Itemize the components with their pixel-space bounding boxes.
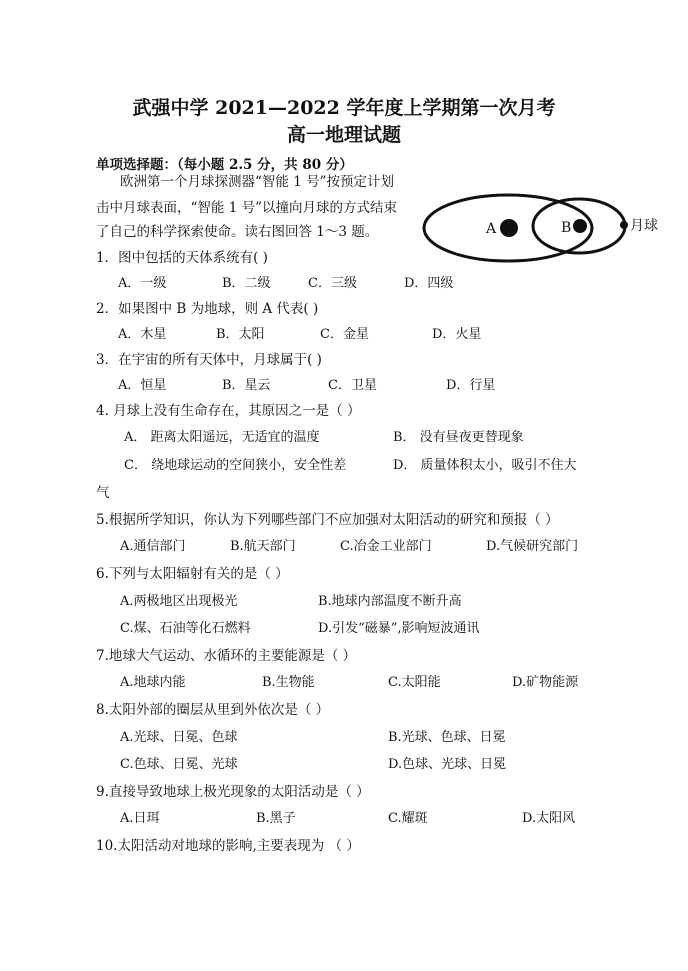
option: C.色球、日冕、光球 [120, 757, 238, 772]
question-stem: 2．如果图中 B 为地球，则 A 代表( ) [96, 301, 319, 317]
question-stem: 8.太阳外部的圈层从里到外依次是（ ） [96, 702, 330, 718]
body-a [500, 219, 518, 237]
option: D．火星 [432, 327, 482, 342]
section-heading: 单项选择题：（每小题 2.5 分，共 80 分） [96, 157, 353, 173]
moon-body [620, 221, 628, 229]
option: A．木星 [118, 327, 167, 342]
exam-title: 武强中学 2021—2022 学年度上学期第一次月考 [132, 97, 556, 119]
exam-subtitle: 高一地理试题 [286, 124, 401, 146]
option: B.航天部门 [230, 539, 296, 554]
option-wrap: 气 [96, 485, 110, 501]
question-stem: 5.根据所学知识，你认为下列哪些部门不应加强对太阳活动的研究和预报（ ） [96, 512, 559, 528]
question-stem: 3．在宇宙的所有天体中，月球属于( ) [96, 352, 322, 368]
option: C． 绕地球运动的空间狭小，安全性差 [124, 458, 347, 473]
option: C.耀斑 [388, 811, 428, 826]
option: B.黑子 [256, 811, 296, 826]
intro-line: 击中月球表面，“智能 1 号”以撞向月球的方式结束 [96, 200, 397, 216]
option: B.地球内部温度不断升高 [318, 594, 462, 609]
question-stem: 7.地球大气运动、水循环的主要能源是（ ） [96, 648, 357, 664]
question-stem: 9.直接导致地球上极光现象的太阳活动是（ ） [96, 784, 370, 800]
option: A.两极地区出现极光 [120, 594, 238, 609]
option: D．行星 [446, 378, 496, 393]
question-stem: 4. 月球上没有生命存在，其原因之一是（ ） [96, 403, 361, 419]
option: D． 质量体积太小，吸引不住大 [393, 458, 577, 473]
option: C．金星 [320, 327, 369, 342]
option: B． 没有昼夜更替现象 [393, 430, 524, 445]
question-stem: 6.下列与太阳辐射有关的是（ ） [96, 566, 289, 582]
option: C.冶金工业部门 [340, 539, 432, 554]
option: D.气候研究部门 [486, 539, 579, 554]
label-moon: 月球 [630, 218, 658, 234]
body-b [573, 219, 587, 233]
option: A.地球内能 [120, 675, 186, 690]
orbit-diagram [418, 176, 680, 276]
question-stem: 10.太阳活动对地球的影响,主要表现为 （ ） [96, 838, 360, 854]
option: C．三级 [308, 276, 357, 291]
option: A.光球、日冕、色球 [120, 730, 238, 745]
option: A.通信部门 [120, 539, 186, 554]
question-stem: 1．图中包括的天体系统有( ) [96, 250, 268, 266]
label-b: B [561, 220, 572, 236]
option: D.太阳风 [522, 811, 576, 826]
option: D.矿物能源 [512, 675, 579, 690]
option: C.太阳能 [388, 675, 441, 690]
option: B．太阳 [216, 327, 265, 342]
intro-line: 欧洲第一个月球探测器“智能 1 号”按预定计划 [120, 174, 394, 190]
option: B．星云 [222, 378, 271, 393]
label-a: A [486, 221, 497, 237]
intro-line: 了自己的科学探索使命。读右图回答 1～3 题。 [96, 224, 379, 240]
option: D.引发“磁暴”,影响短波通讯 [318, 621, 480, 636]
option: D.色球、光球、日冕 [388, 757, 507, 772]
option: A．一级 [118, 276, 167, 291]
option: A．恒星 [118, 378, 167, 393]
option: C.煤、石油等化石燃料 [120, 621, 251, 636]
option: A． 距离太阳遥远，无适宜的温度 [124, 430, 320, 445]
option: B.光球、色球、日冕 [388, 730, 506, 745]
option: D．四级 [404, 276, 454, 291]
option: C．卫星 [328, 378, 377, 393]
option: B.生物能 [262, 675, 315, 690]
option: B．二级 [222, 276, 271, 291]
option: A.日珥 [120, 811, 160, 826]
